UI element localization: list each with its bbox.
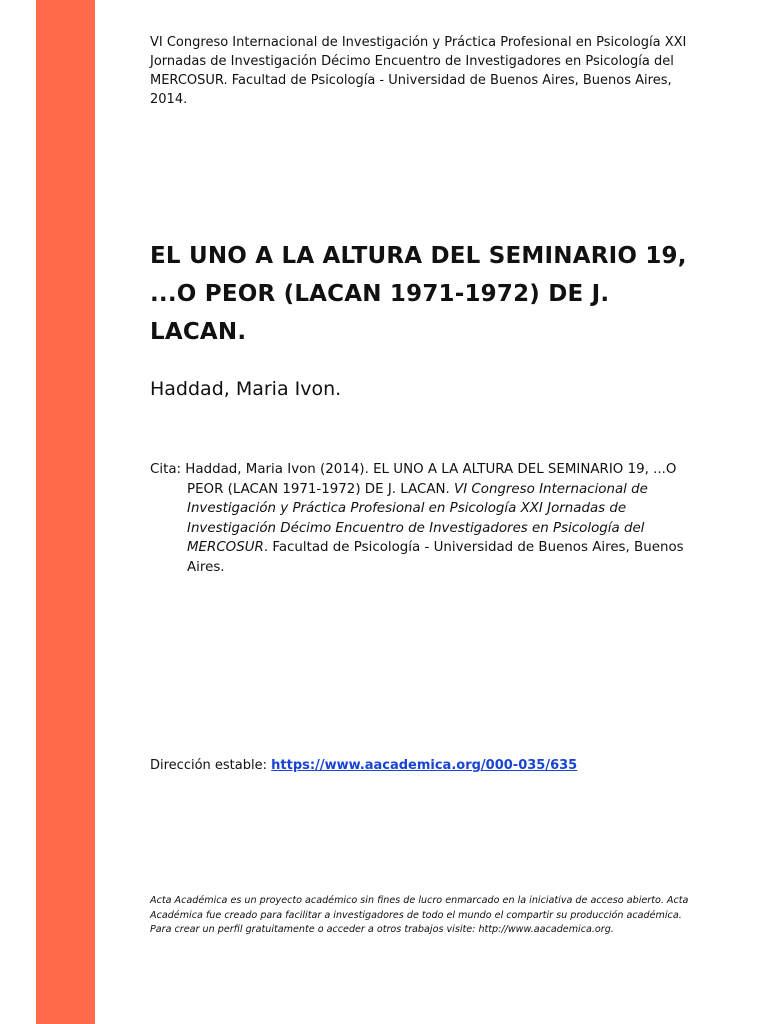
conference-header: VI Congreso Internacional de Investigación y Práctica Profesional en Psicología XXI Jornadas de Investigación Décimo Encuentro de Investigadores en Psicología del MERCOSUR. Facultad de Psicología - Universidad de Buenos Aires, Buenos Aires, 2014. [150,35,687,107]
citation-block [150,460,690,577]
citation-plain: Haddad, Maria Ivon (2014). EL UNO A LA ALTURA DEL SEMINARIO 19, ...O PEOR (LACAN 1971-1972) DE J. LACAN. [181,462,677,497]
footer-note: Acta Académica es un proyecto académico sin fines de lucro enmarcado en la iniciativa de acceso abierto. Acta Académica fue creado para facilitar a investigadores de todo el mundo el compartir su producción académica. Para crear un perfil gratuitamente o acceder a otros trabajos visite: http://www.aacademica.org. [150,895,689,935]
stable-link[interactable]: https://www.aacademica.org/000-035/635 [271,758,578,773]
stable-address [150,756,577,775]
stable-label: Dirección estable: [150,758,267,773]
side-accent-bar [36,0,95,1024]
document-author: Haddad, Maria Ivon. [150,378,342,400]
citation-italic: VI Congreso Internacional de Investigación y Práctica Profesional en Psicología XXI Jornadas de Investigación Décimo Encuentro de Investigadores en Psicología del MERCOSUR [187,481,648,555]
citation-tail: . Facultad de Psicología - Universidad de Buenos Aires, Buenos Aires. [187,540,684,575]
citation-label: Cita: [150,462,182,477]
document-title: EL UNO A LA ALTURA DEL SEMINARIO 19, ...O PEOR (LACAN 1971-1972) DE J. LACAN. [150,243,687,345]
